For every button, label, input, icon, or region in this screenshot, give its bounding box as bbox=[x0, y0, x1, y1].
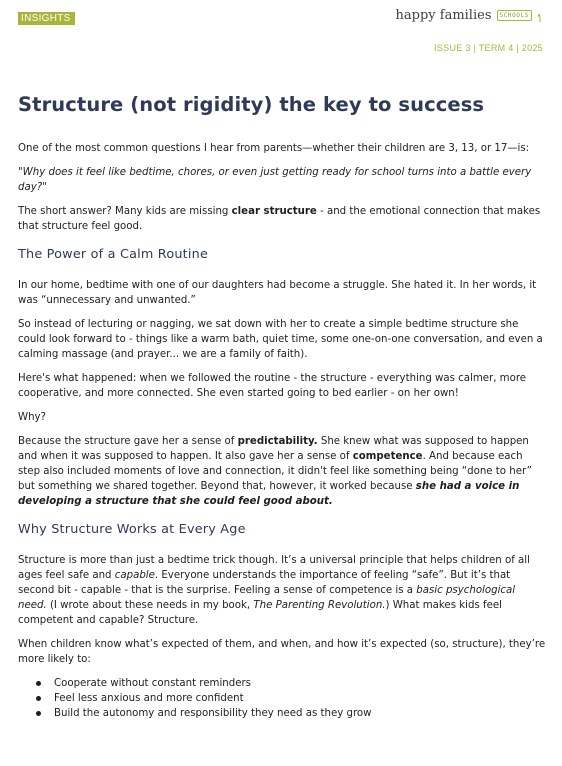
intro-paragraph: One of the most common questions I hear from parents—whether their children are 3, 13, or 17—is: bbox=[18, 143, 530, 154]
section-heading-calm-routine: The Power of a Calm Routine bbox=[18, 247, 209, 262]
paragraph: Because the structure gave her a sense of predictability. She knew what was supposed to happen and when it was supposed to happen. It also gave her a sense of competence. And because each step also included moments of love and connection, it didn't feel like something being “done to her” but something we shared together. Beyond that, however, it worked because she had a voice in developing a structure that she could feel good about. bbox=[18, 436, 532, 507]
emphasis-predictability: predictability. bbox=[237, 436, 318, 447]
quote-paragraph bbox=[18, 165, 546, 195]
leaf-icon bbox=[537, 14, 543, 22]
brand-name: happy families bbox=[395, 8, 492, 23]
bullet-list bbox=[18, 676, 546, 721]
section-badge: INSIGHTS bbox=[18, 12, 75, 25]
short-answer-paragraph: The short answer? Many kids are missing clear structure - and the emotional connection that makes that structure feel good. bbox=[18, 206, 541, 232]
paragraph: In our home, bedtime with one of our daughters had become a struggle. She hated it. In her words, it was “unnecessary and unwanted.” bbox=[18, 280, 537, 306]
section-heading-every-age: Why Structure Works at Every Age bbox=[18, 522, 246, 537]
emphasis-voice: she had a voice in developing a structure that she could feel good about. bbox=[18, 481, 520, 507]
article-title: Structure (not rigidity) the key to success bbox=[18, 93, 485, 116]
paragraph: When children know what’s expected of them, and when, and how it’s expected (so, structure), they’re more likely to: bbox=[18, 639, 546, 665]
emphasis-clear-structure: clear structure bbox=[231, 206, 317, 217]
book-title: The Parenting Revolution. bbox=[253, 600, 386, 611]
issue-line: ISSUE 3 | TERM 4 | 2025 bbox=[434, 43, 543, 53]
paragraph: So instead of lecturing or nagging, we sat down with her to create a simple bedtime structure she could look forward to - things like a warm bath, quiet time, some one-on-one conversation, and even a calming massage (and prayer... we are a family of faith). bbox=[18, 319, 543, 360]
article-body bbox=[18, 90, 546, 721]
paragraph: Structure is more than just a bedtime trick though. It’s a universal principle that helps children of all ages feel safe and capable. Everyone understands the importance of feeling “safe”. But it’s that second bit - capable - that is the surprise. Feeling a sense of competence is a basic psychological need. (I wrote about these needs in my book, The Parenting Revolution.) What makes kids feel competent and capable? Structure. bbox=[18, 555, 530, 626]
paragraph: Here's what happened: when we followed the routine - the structure - everything was calmer, more cooperative, and more connected. She even started going to bed earlier - on her own! bbox=[18, 373, 527, 399]
brand-logo bbox=[396, 8, 543, 23]
emphasis-competence: competence bbox=[352, 451, 423, 462]
list-item: Build the autonomy and responsibility they need as they grow bbox=[36, 706, 546, 721]
paragraph: Why? bbox=[18, 412, 46, 423]
quote-text: "Why does it feel like bedtime, chores, or even just getting ready for school turns into a battle every day?" bbox=[18, 167, 532, 193]
list-item: Cooperate without constant reminders bbox=[36, 676, 546, 691]
list-item: Feel less anxious and more confident bbox=[36, 691, 546, 706]
brand-tag: SCHOOLS bbox=[497, 10, 533, 21]
